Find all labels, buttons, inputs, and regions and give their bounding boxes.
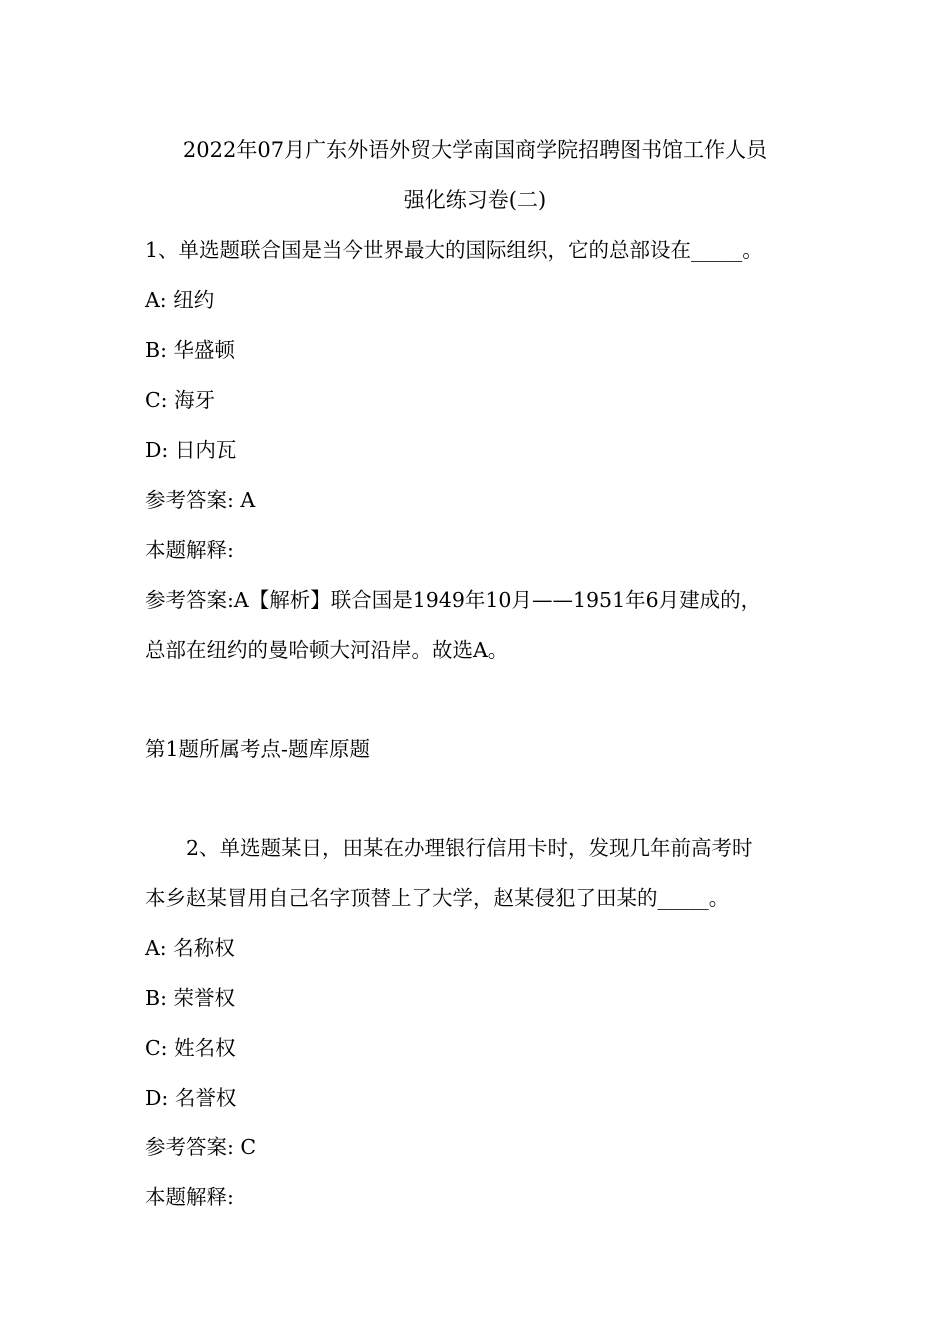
question-1-explanation-label: 本题解释: — [145, 538, 234, 562]
question-2-option-b: B: 荣誉权 — [145, 986, 235, 1010]
question-2-option-d: D: 名誉权 — [145, 1086, 237, 1110]
question-1-explanation-line1: 参考答案:A【解析】联合国是1949年10月——1951年6月建成的， — [145, 588, 762, 612]
question-2-answer: 参考答案: C — [145, 1135, 257, 1159]
question-2-explanation-label: 本题解释: — [145, 1185, 234, 1209]
question-1-option-c: C: 海牙 — [145, 388, 216, 412]
question-1-topic: 第1题所属考点-题库原题 — [145, 737, 370, 761]
question-1-option-b: B: 华盛顿 — [145, 338, 235, 362]
document-title-line2: 强化练习卷(二) — [403, 188, 547, 212]
question-1-answer: 参考答案: A — [145, 488, 256, 512]
question-1-option-d: D: 日内瓦 — [145, 438, 237, 462]
question-2-stem-line2: 本乡赵某冒用自己名字顶替上了大学，赵某侵犯了田某的_____。 — [145, 886, 730, 910]
question-1-option-a: A: 纽约 — [145, 288, 215, 312]
question-1-stem: 1、单选题联合国是当今世界最大的国际组织，它的总部设在_____。 — [145, 238, 763, 262]
question-1-explanation-line2: 总部在纽约的曼哈顿大河沿岸。故选A。 — [145, 638, 509, 662]
question-2-stem-line1: 2、单选题某日，田某在办理银行信用卡时，发现几年前高考时 — [186, 836, 753, 860]
question-2-option-c: C: 姓名权 — [145, 1036, 236, 1060]
question-2-option-a: A: 名称权 — [145, 936, 235, 960]
document-title-line1: 2022年07月广东外语外贸大学南国商学院招聘图书馆工作人员 — [182, 138, 768, 162]
